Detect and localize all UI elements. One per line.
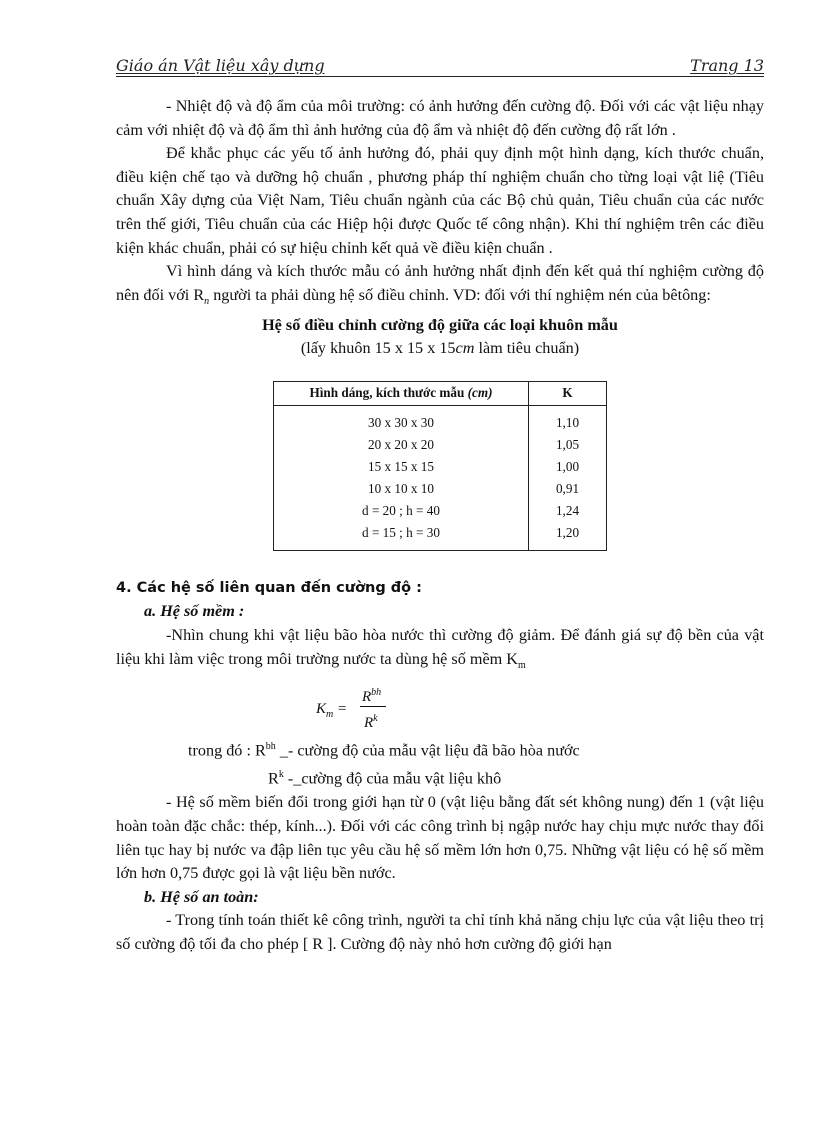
table-row — [274, 456, 607, 478]
page-content — [116, 95, 764, 957]
formula-lhs — [316, 698, 347, 727]
softening-text: -Nhìn chung khi vật liệu bão hòa nước thì cường độ giảm. Để đánh giá sự độ bền của vật liệu khi làm việc trong môi trường nước ta dùng hệ số mềm K — [116, 625, 764, 668]
table-row — [274, 434, 607, 456]
header-shape — [274, 381, 529, 405]
cell-k: 1,05 — [529, 434, 607, 456]
cell-shape: 15 x 15 x 15 — [274, 456, 529, 478]
formula-num-sup: bh — [371, 687, 382, 699]
formula-den-symbol: R — [364, 715, 374, 732]
formula-lhs-sub: m — [326, 709, 334, 721]
paragraph-softening-coefficient — [116, 624, 764, 677]
table-subtitle-b: làm tiêu chuẩn) — [474, 339, 580, 358]
softening-subscript: m — [517, 659, 526, 671]
subsection-a-title: a. Hệ số mềm : — [144, 602, 245, 621]
formula-legend-dry — [116, 763, 764, 791]
paragraph-safety-factor: - Trong tính toán thiết kê công trình, người ta chỉ tính khả năng chịu lực của vật liệu theo trị số cường độ tối đa cho phép [ R ]. Cường độ này nhỏ hơn cường độ giới hạn — [116, 911, 764, 953]
cell-k: 0,91 — [529, 478, 607, 500]
paragraph-standard-conditions: Để khắc phục các yếu tố ảnh hưởng đó, phải quy định một hình dạng, kích thước chuẩn, điều kiện chế tạo và dưỡng hộ chuẩn , phương pháp thí nghiệm chuẩn cho từng loại vật liệ (Tiêu chuẩn Xây dựng của Việt Nam, Tiêu chuẩn ngành của các Bộ chủ quản, Tiêu chuẩn của các nước trên thế giới, Tiêu chuẩn của các Hiệp hội được Quốc tế công nhận). Khi thí nghiệm trên các điều kiện khác chuẩn, phải có sự hiệu chỉnh kết quả về điều kiện chuẩn . — [116, 144, 764, 257]
legend2-a: R — [268, 769, 279, 788]
cell-shape: 30 x 30 x 30 — [274, 405, 529, 434]
legend2-b: -_cường độ của mẫu vật liệu khô — [283, 769, 502, 788]
cell-shape: d = 20 ; h = 40 — [274, 500, 529, 522]
p3-subscript: n — [204, 295, 210, 307]
paragraph-softening-range: - Hệ số mềm biến đổi trong giới hạn từ 0 (vật liệu bằng đất sét không nung) đến 1 (vật liệu hoàn toàn đặc chắc: thép, kính...). Đối với các công trình bị ngập nước hay chịu mực nước thay đổi liên tục hay bị nước va đập liên tục yêu cầu hệ số mềm lớn hơn 0,75. Những vật liệu có hệ số mềm lớn hơn 0,75 được gọi là vật liệu bền nước. — [116, 793, 764, 883]
header-k: K — [529, 381, 607, 405]
paragraph-temperature-humidity: - Nhiệt độ và độ ẩm của môi trường: có ảnh hưởng đến cường độ. Đối với các vật liệu nhạy cảm với nhiệt độ và độ ẩm thì ảnh hưởng của độ ẩm và nhiệt độ đến cường độ rất lớn . — [116, 97, 764, 139]
cell-k: 1,20 — [529, 522, 607, 551]
legend-b: _- cường độ của mẫu vật liệu đã bão hòa nước — [275, 741, 580, 760]
table-subtitle-a: (lấy khuôn 15 x 15 x 15 — [300, 339, 456, 358]
cell-shape: 20 x 20 x 20 — [274, 434, 529, 456]
legend2-sup: k — [278, 769, 284, 781]
cell-k: 1,10 — [529, 405, 607, 434]
table-row — [274, 405, 607, 434]
table-title: Hệ số điều chỉnh cường độ giữa các loại khuôn mẫu — [262, 315, 618, 334]
header-page-number: Trang 13 — [690, 56, 764, 75]
section-4-title: 4. Các hệ số liên quan đến cường độ : — [116, 579, 422, 596]
formula-denominator — [364, 707, 378, 736]
cell-shape: d = 15 ; h = 30 — [274, 522, 529, 551]
formula-legend-saturated — [116, 735, 764, 763]
legend-a: trong đó : R — [188, 741, 266, 760]
table-row — [274, 478, 607, 500]
softening-formula — [116, 677, 764, 735]
p3-text-b: người ta phải dùng hệ số điều chỉnh. VD: đối với thí nghiệm nén của bêtông: — [209, 285, 711, 304]
cell-shape: 10 x 10 x 10 — [274, 478, 529, 500]
cell-k: 1,00 — [529, 456, 607, 478]
header-shape-unit: (cm) — [467, 385, 493, 401]
formula-den-sup: k — [373, 713, 378, 725]
table-row — [274, 522, 607, 551]
header-shape-text: Hình dáng, kích thước mẫu — [309, 385, 468, 401]
paragraph-shape-size — [116, 260, 764, 313]
formula-num-symbol: R — [362, 689, 372, 706]
correction-factor-table — [273, 381, 607, 551]
legend-sup: bh — [265, 741, 276, 753]
cell-k: 1,24 — [529, 500, 607, 522]
header-title: Giáo án Vật liệu xây dựng — [116, 56, 325, 75]
page-header — [116, 54, 764, 77]
formula-lhs-symbol: K — [316, 701, 327, 718]
table-row — [274, 500, 607, 522]
formula-equals: = — [333, 701, 348, 718]
table-subtitle — [116, 337, 764, 361]
p3-text-a: Vì hình dáng và kích thước mẫu có ảnh hưởng nhất định đến kết quả thí nghiệm cường độ nên đối với R — [116, 262, 764, 304]
table-subtitle-unit: cm — [455, 339, 475, 358]
subsection-b-title: b. Hệ số an toàn: — [144, 887, 259, 906]
